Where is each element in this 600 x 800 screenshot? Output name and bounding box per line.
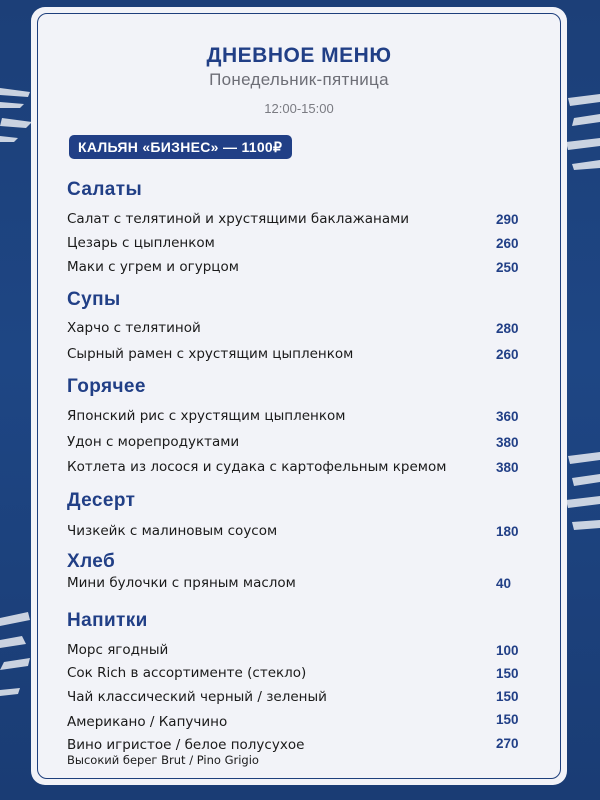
menu-item-name: Сырный рамен с хрустящим цыпленком <box>67 346 354 362</box>
menu-item-name: Морс ягодный <box>67 642 169 658</box>
menu-item-name: Сок Rich в ассортименте (стекло) <box>67 665 307 681</box>
menu-card <box>31 7 567 785</box>
menu-item-price: 180 <box>496 524 519 539</box>
menu-item-price: 270 <box>496 736 519 751</box>
menu-item-name: Мини булочки с пряным маслом <box>67 575 296 591</box>
menu-item-note: Высокий берег Brut / Pino Grigio <box>67 753 259 767</box>
menu-item-price: 150 <box>496 666 519 681</box>
menu-item-price: 150 <box>496 689 519 704</box>
section-title: Десерт <box>67 490 136 511</box>
menu-item-name: Маки с угрем и огурцом <box>67 259 239 275</box>
menu-item-name: Харчо с телятиной <box>67 320 201 336</box>
menu-item-price: 260 <box>496 236 519 251</box>
menu-hours: 12:00-15:00 <box>264 101 334 116</box>
menu-item-name: Японский рис с хрустящим цыпленком <box>67 408 346 424</box>
section-title: Хлеб <box>67 551 116 572</box>
menu-item-name: Вино игристое / белое полусухое <box>67 737 305 753</box>
menu-item-name: Чай классический черный / зеленый <box>67 689 327 705</box>
menu-item-name: Американо / Капучино <box>67 714 228 730</box>
menu-item-price: 280 <box>496 321 519 336</box>
menu-item-price: 100 <box>496 643 519 658</box>
section-title: Напитки <box>67 610 148 631</box>
menu-item-price: 40 <box>496 576 512 591</box>
menu-item-price: 380 <box>496 435 519 450</box>
promo-badge: КАЛЬЯН «БИЗНЕС» — 1100₽ <box>69 135 292 159</box>
menu-item-name: Котлета из лосося и судака с картофельным кремом <box>67 459 447 475</box>
menu-item-name: Удон с морепродуктами <box>67 434 240 450</box>
menu-item-name: Цезарь с цыпленком <box>67 235 215 251</box>
menu-item-name: Салат с телятиной и хрустящими баклажанами <box>67 211 410 227</box>
menu-item-name: Чизкейк с малиновым соусом <box>67 523 278 539</box>
section-title: Горячее <box>67 376 146 397</box>
section-title: Салаты <box>67 179 143 200</box>
menu-item-price: 380 <box>496 460 519 475</box>
menu-title: ДНЕВНОЕ МЕНЮ <box>206 44 392 67</box>
menu-subtitle: Понедельник-пятница <box>209 70 389 89</box>
menu-item-price: 260 <box>496 347 519 362</box>
menu-item-price: 250 <box>496 260 519 275</box>
menu-card-border <box>37 13 561 779</box>
section-title: Супы <box>67 289 121 310</box>
menu-item-price: 150 <box>496 712 519 727</box>
menu-item-price: 360 <box>496 409 519 424</box>
menu-item-price: 290 <box>496 212 519 227</box>
